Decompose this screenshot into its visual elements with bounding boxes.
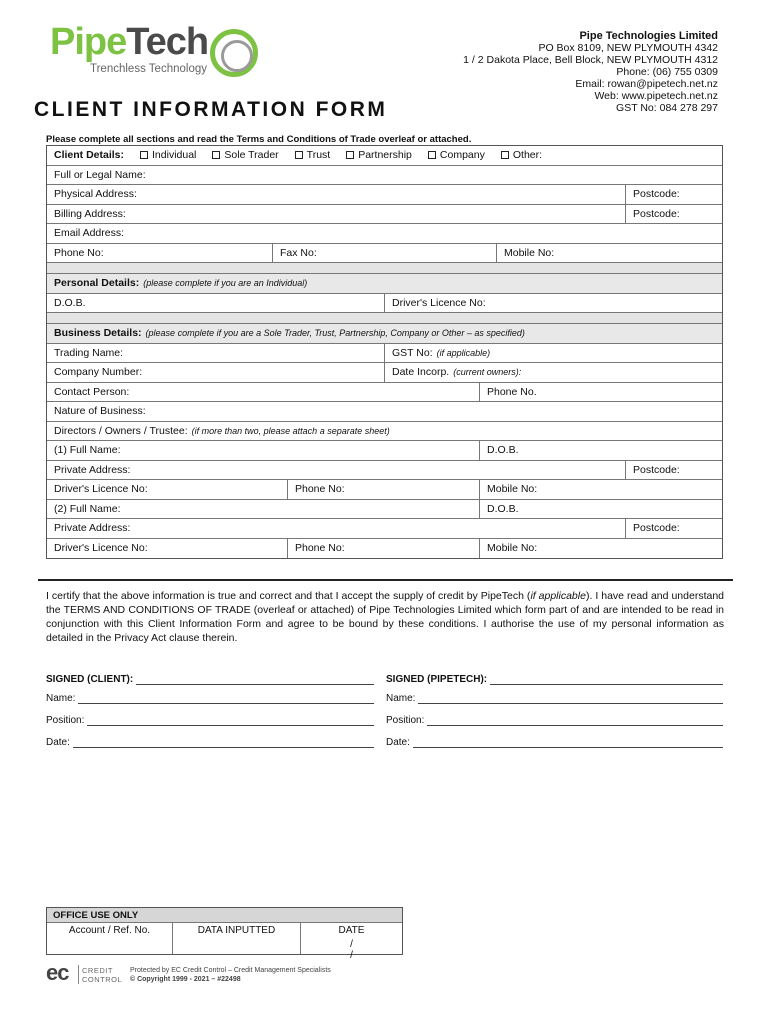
option-label: Partnership	[358, 149, 412, 162]
mobile-field[interactable]: Mobile No:	[504, 246, 555, 259]
director1-phone-field[interactable]: Phone No:	[288, 480, 480, 499]
director2-name-field[interactable]: (2) Full Name:	[47, 500, 480, 519]
contact-person-field[interactable]: Contact Person:	[47, 383, 480, 402]
company-line: GST No: 084 278 297	[616, 102, 718, 114]
business-details-note: (please complete if you are a Sole Trader, Trust, Partnership, Company or Other – as specified)	[145, 328, 525, 339]
partnership-checkbox[interactable]	[346, 151, 354, 159]
certification-text: I certify that the above information is true and correct and that I accept the supply of credit by PipeTech (if applicable). I have read and understand the TERMS AND CONDITIONS OF TRADE (overleaf or attached) of Pipe Technologies Limited which form part of and are intended to be read in conjunction with this Client Information Form and agree to be bound by these conditions. I authorise the use of my personal information as detailed in the Privacy Act clause therein.	[46, 590, 725, 644]
company-line: Phone: (06) 755 0309	[616, 66, 718, 78]
personal-details-header	[47, 274, 722, 294]
date-slashes: / /	[350, 939, 379, 961]
company-checkbox[interactable]	[428, 151, 436, 159]
trust-checkbox[interactable]	[295, 151, 303, 159]
phone-row	[47, 244, 722, 264]
billing-address-row	[47, 205, 722, 225]
company-line: Email: rowan@pipetech.net.nz	[575, 78, 718, 90]
email-row	[47, 224, 722, 244]
pipetech-date-line[interactable]: Date:	[386, 737, 723, 748]
divider	[38, 579, 733, 581]
pipetech-logo	[50, 21, 260, 79]
trading-row	[47, 344, 722, 364]
logo-ring-icon	[210, 29, 258, 77]
client-details-label: Client Details:	[54, 149, 125, 162]
sole-trader-checkbox[interactable]	[212, 151, 220, 159]
directors-label: Directors / Owners / Trustee:	[54, 424, 188, 437]
director1-mobile-field[interactable]: Mobile No:	[487, 483, 538, 496]
physical-address-field[interactable]: Physical Address:	[47, 185, 626, 204]
director1-licence-field[interactable]: Driver's Licence No:	[47, 480, 288, 499]
date-incorp-note: (current owners):	[453, 367, 522, 378]
director2-licence-row	[47, 539, 722, 559]
client-name-line[interactable]: Name:	[46, 693, 374, 704]
fax-field[interactable]: Fax No:	[273, 244, 497, 263]
billing-address-field[interactable]: Billing Address:	[47, 205, 626, 224]
company-line: PO Box 8109, NEW PLYMOUTH 4342	[538, 42, 718, 54]
other-checkbox[interactable]	[501, 151, 509, 159]
company-details	[463, 30, 718, 114]
personal-details-label: Personal Details:	[54, 277, 140, 290]
footer-text	[130, 966, 331, 984]
director1-name-field[interactable]: (1) Full Name:	[47, 441, 480, 460]
client-type-row	[47, 146, 722, 166]
phone-field[interactable]: Phone No:	[47, 244, 273, 263]
ec-credit-control-logo: ec CREDIT CONTROL	[46, 960, 123, 985]
director2-mobile-field[interactable]: Mobile No:	[487, 542, 538, 555]
gst-note: (if applicable)	[436, 347, 491, 358]
physical-postcode-field[interactable]: Postcode:	[633, 188, 680, 201]
company-number-field[interactable]: Company Number:	[47, 363, 385, 382]
signed-client-line[interactable]: SIGNED (CLIENT):	[46, 674, 374, 685]
protected-notice: Protected by EC Credit Control – Credit Management Specialists	[130, 967, 331, 974]
account-ref-field[interactable]: Account / Ref. No.	[47, 923, 173, 954]
office-use-heading: OFFICE USE ONLY	[47, 908, 402, 923]
section-spacer	[47, 313, 722, 324]
client-position-line[interactable]: Position:	[46, 715, 374, 726]
director1-postcode-field[interactable]: Postcode:	[633, 463, 680, 476]
office-use-box	[46, 907, 403, 961]
company-line: 1 / 2 Dakota Place, Bell Block, NEW PLYMOUTH 4312	[463, 54, 718, 66]
logo-tagline: Trenchless Technology	[90, 63, 207, 75]
director2-address-field[interactable]: Private Address:	[47, 519, 626, 538]
business-details-label: Business Details:	[54, 327, 142, 340]
director1-dob-field[interactable]: D.O.B.	[487, 444, 519, 457]
nature-of-business-field[interactable]: Nature of Business:	[54, 405, 146, 418]
business-details-header	[47, 324, 722, 344]
full-name-row[interactable]	[47, 166, 722, 186]
contact-row	[47, 383, 722, 403]
nature-row	[47, 402, 722, 422]
pipetech-name-line[interactable]: Name:	[386, 693, 723, 704]
copyright: © Copyright 1999 - 2021 – #22498	[130, 976, 241, 983]
director2-name-row	[47, 500, 722, 520]
director1-address-field[interactable]: Private Address:	[47, 461, 626, 480]
physical-address-row	[47, 185, 722, 205]
director2-address-row	[47, 519, 722, 539]
personal-dob-field[interactable]: D.O.B.	[47, 294, 385, 313]
option-label: Other:	[512, 149, 543, 162]
option-label: Trust	[306, 149, 331, 162]
individual-checkbox[interactable]	[140, 151, 148, 159]
signed-pipetech-line[interactable]: SIGNED (PIPETECH):	[386, 674, 723, 685]
contact-phone-field[interactable]: Phone No.	[487, 385, 537, 398]
gst-field[interactable]: GST No: (if applicable)	[392, 346, 491, 359]
personal-licence-field[interactable]: Driver's Licence No:	[392, 296, 486, 309]
client-date-line[interactable]: Date:	[46, 737, 374, 748]
pipetech-position-line[interactable]: Position:	[386, 715, 723, 726]
personal-details-note: (please complete if you are an Individual)	[143, 278, 308, 289]
trading-name-field[interactable]: Trading Name:	[47, 344, 385, 363]
director1-name-row	[47, 441, 722, 461]
option-label: Sole Trader	[224, 149, 279, 162]
directors-row	[47, 422, 722, 442]
data-inputted-field[interactable]: DATA INPUTTED	[173, 923, 301, 954]
date-incorp-field[interactable]: Date Incorp. (current owners):	[392, 366, 522, 379]
billing-postcode-field[interactable]: Postcode:	[633, 207, 680, 220]
intro-text: Please complete all sections and read the Terms and Conditions of Trade overleaf or attached.	[46, 134, 472, 145]
full-name-field[interactable]: Full or Legal Name:	[54, 168, 146, 181]
logo-wordmark: PipeTech	[50, 21, 209, 63]
office-date-field[interactable]: DATE / /	[301, 923, 402, 954]
directors-note: (if more than two, please attach a separate sheet)	[191, 425, 390, 436]
form-title: CLIENT INFORMATION FORM	[34, 98, 388, 121]
option-label: Company	[439, 149, 485, 162]
client-form	[46, 145, 723, 559]
director2-phone-field[interactable]: Phone No:	[288, 539, 480, 559]
company-number-row	[47, 363, 722, 383]
option-label: Individual	[152, 149, 197, 162]
director1-licence-row	[47, 480, 722, 500]
director2-dob-field[interactable]: D.O.B.	[487, 502, 519, 515]
personal-dob-row	[47, 294, 722, 314]
director2-licence-field[interactable]: Driver's Licence No:	[47, 539, 288, 559]
section-spacer	[47, 263, 722, 274]
company-name: Pipe Technologies Limited	[579, 30, 718, 42]
email-field[interactable]: Email Address:	[54, 227, 125, 240]
director1-address-row	[47, 461, 722, 481]
company-line: Web: www.pipetech.net.nz	[594, 90, 718, 102]
director2-postcode-field[interactable]: Postcode:	[633, 522, 680, 535]
